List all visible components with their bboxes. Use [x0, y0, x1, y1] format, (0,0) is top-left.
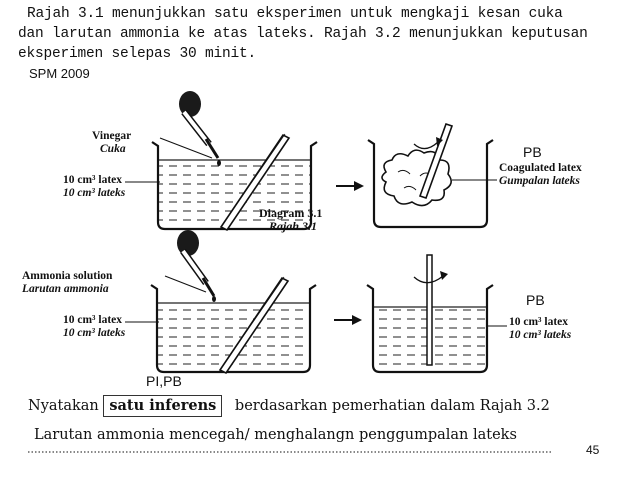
vinegar-label: Vinegar Cuka: [92, 130, 132, 155]
beaker-coagulated: [368, 124, 497, 227]
beaker-ammonia-result: [367, 255, 507, 372]
volume-label-1: 10 cm³ latex 10 cm³ lateks: [63, 174, 126, 199]
dropper-icon: [179, 91, 221, 166]
question-prefix: Nyatakan: [28, 398, 99, 414]
question-boxed-term: satu inferens: [103, 395, 222, 417]
intro-line-3: eksperimen selepas 30 minit.: [18, 46, 257, 62]
caption-diagram-3-1: Diagram 3.1 Rajah 3.1: [259, 206, 323, 233]
volume-label-3: 10 cm³ latex 10 cm³ lateks: [509, 316, 572, 341]
arrow-icon: [334, 315, 362, 325]
ammonia-label: Ammonia solution Larutan ammonia: [22, 270, 113, 295]
page-number: 45: [586, 443, 600, 457]
question: [28, 397, 550, 414]
arrow-icon: [336, 181, 364, 191]
intro-line-1: Rajah 3.1 menunjukkan satu eksperimen untuk mengkaji kesan cuka: [27, 6, 563, 22]
volume-label-2: 10 cm³ latex 10 cm³ lateks: [63, 314, 126, 339]
intro-line-2: dan larutan ammonia ke atas lateks. Rajah 3.2 menunjukkan keputusan: [18, 26, 588, 42]
glass-rod: [427, 255, 432, 365]
source-tag: SPM 2009: [29, 66, 90, 81]
dropper-icon: [177, 230, 216, 302]
pb-tag-1: PB: [523, 144, 542, 160]
answer-text: Larutan ammonia mencegah/ menghalangn penggumpalan lateks: [34, 427, 517, 443]
beaker-ammonia-setup: [125, 230, 316, 373]
coagulated-label: Coagulated latex Gumpalan lateks: [499, 162, 582, 187]
pb-tag-2: PB: [526, 292, 545, 308]
question-suffix: berdasarkan pemerhatian dalam Rajah 3.2: [234, 398, 550, 414]
skill-tag: PI,PB: [146, 373, 182, 389]
